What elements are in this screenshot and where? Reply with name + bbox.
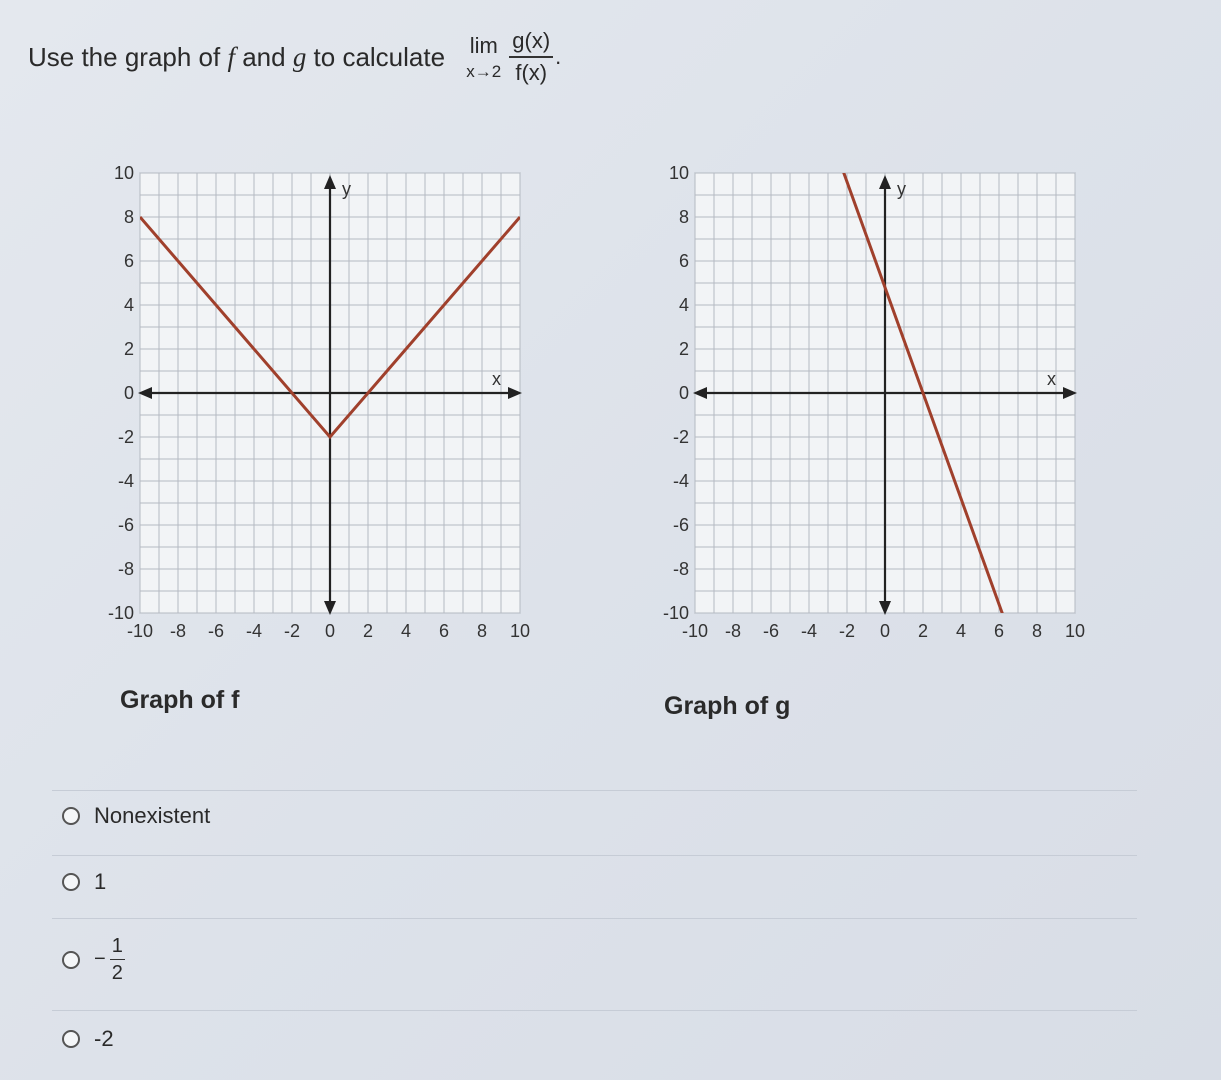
y-tick-label: 6: [123, 251, 134, 271]
x-tick-label: -6: [207, 621, 225, 638]
option-fraction-numerator: 1: [110, 936, 125, 960]
limit-fraction: [509, 30, 553, 84]
y-tick-label: -4: [672, 471, 689, 491]
option-nonexistent[interactable]: [62, 803, 210, 829]
radio-button[interactable]: [62, 951, 80, 969]
y-tick-label: 4: [123, 295, 134, 315]
x-tick-label: 6: [993, 621, 1005, 638]
x-tick-label: 4: [400, 621, 412, 638]
y-tick-label: 2: [123, 339, 134, 359]
question-text-suffix: to calculate: [306, 41, 453, 72]
x-axis-label: x: [492, 369, 501, 389]
graph-g: [655, 158, 1115, 638]
question-var-f: f: [227, 41, 235, 72]
y-tick-label: 6: [678, 251, 689, 271]
x-tick-label: -2: [283, 621, 301, 638]
limit-expression: [466, 32, 502, 81]
y-tick-label: -10: [662, 603, 689, 623]
y-tick-label: 4: [678, 295, 689, 315]
question-var-g: g: [292, 41, 307, 72]
y-axis-label: y: [342, 179, 351, 199]
y-axis-label: y: [897, 179, 906, 199]
x-tick-label: 6: [438, 621, 450, 638]
option-negative-half[interactable]: [62, 936, 125, 983]
y-tick-label: 10: [668, 163, 689, 183]
x-tick-label: -4: [245, 621, 263, 638]
x-tick-label: 10: [1064, 621, 1086, 638]
question-period: .: [555, 44, 562, 69]
y-tick-label: 8: [678, 207, 689, 227]
x-tick-label: 0: [879, 621, 891, 638]
x-tick-label: -4: [800, 621, 818, 638]
x-tick-label: -10: [126, 621, 154, 638]
option-fraction-denominator: 2: [111, 962, 123, 984]
y-tick-label: -6: [117, 515, 134, 535]
y-tick-label: 8: [123, 207, 134, 227]
graph-g-caption: Graph of g: [664, 692, 791, 720]
option-divider: [52, 918, 1137, 919]
limit-subscript: x→2: [466, 61, 502, 81]
limit-word: lim: [469, 32, 498, 58]
option-divider: [52, 790, 1137, 791]
x-tick-label: -8: [724, 621, 742, 638]
y-tick-label: 0: [123, 383, 134, 403]
y-tick-label: -6: [672, 515, 689, 535]
x-axis-label: x: [1047, 369, 1056, 389]
option-negative-two[interactable]: [62, 1026, 114, 1052]
x-tick-label: -6: [762, 621, 780, 638]
x-tick-label: 2: [917, 621, 929, 638]
option-label: -2: [94, 1026, 114, 1051]
y-tick-label: -10: [107, 603, 134, 623]
x-tick-label: 4: [955, 621, 967, 638]
y-tick-label: 2: [678, 339, 689, 359]
fraction-denominator: f(x): [515, 60, 548, 85]
option-neg-sign: −: [94, 948, 106, 970]
option-label: 1: [94, 869, 107, 894]
x-tick-label: 0: [324, 621, 336, 638]
y-tick-label: 10: [113, 163, 134, 183]
graph-g-svg: [655, 158, 1115, 638]
y-tick-label: 0: [678, 383, 689, 403]
x-tick-label: 8: [1031, 621, 1043, 638]
x-tick-label: 10: [509, 621, 531, 638]
option-one[interactable]: [62, 869, 106, 895]
radio-button[interactable]: [62, 807, 80, 825]
x-tick-label: 8: [476, 621, 488, 638]
option-fraction: [110, 936, 125, 983]
fraction-numerator: g(x): [509, 30, 553, 58]
y-tick-label: -2: [117, 427, 134, 447]
graph-f-caption: Graph of f: [120, 686, 240, 714]
radio-button[interactable]: [62, 873, 80, 891]
option-divider: [52, 855, 1137, 856]
y-tick-label: -8: [672, 559, 689, 579]
radio-button[interactable]: [62, 1030, 80, 1048]
y-tick-label: -2: [672, 427, 689, 447]
option-label: Nonexistent: [94, 803, 211, 828]
y-tick-label: -4: [117, 471, 134, 491]
question-prompt: [28, 30, 561, 84]
x-tick-label: -2: [838, 621, 856, 638]
option-divider: [52, 1010, 1137, 1011]
y-tick-label: -8: [117, 559, 134, 579]
x-tick-label: -8: [169, 621, 187, 638]
question-text-and: and: [234, 41, 293, 72]
x-tick-label: 2: [362, 621, 374, 638]
graph-f-svg: [100, 158, 560, 638]
graph-f: [100, 158, 560, 638]
question-text-prefix: Use the graph of: [28, 41, 228, 72]
x-tick-label: -10: [681, 621, 709, 638]
